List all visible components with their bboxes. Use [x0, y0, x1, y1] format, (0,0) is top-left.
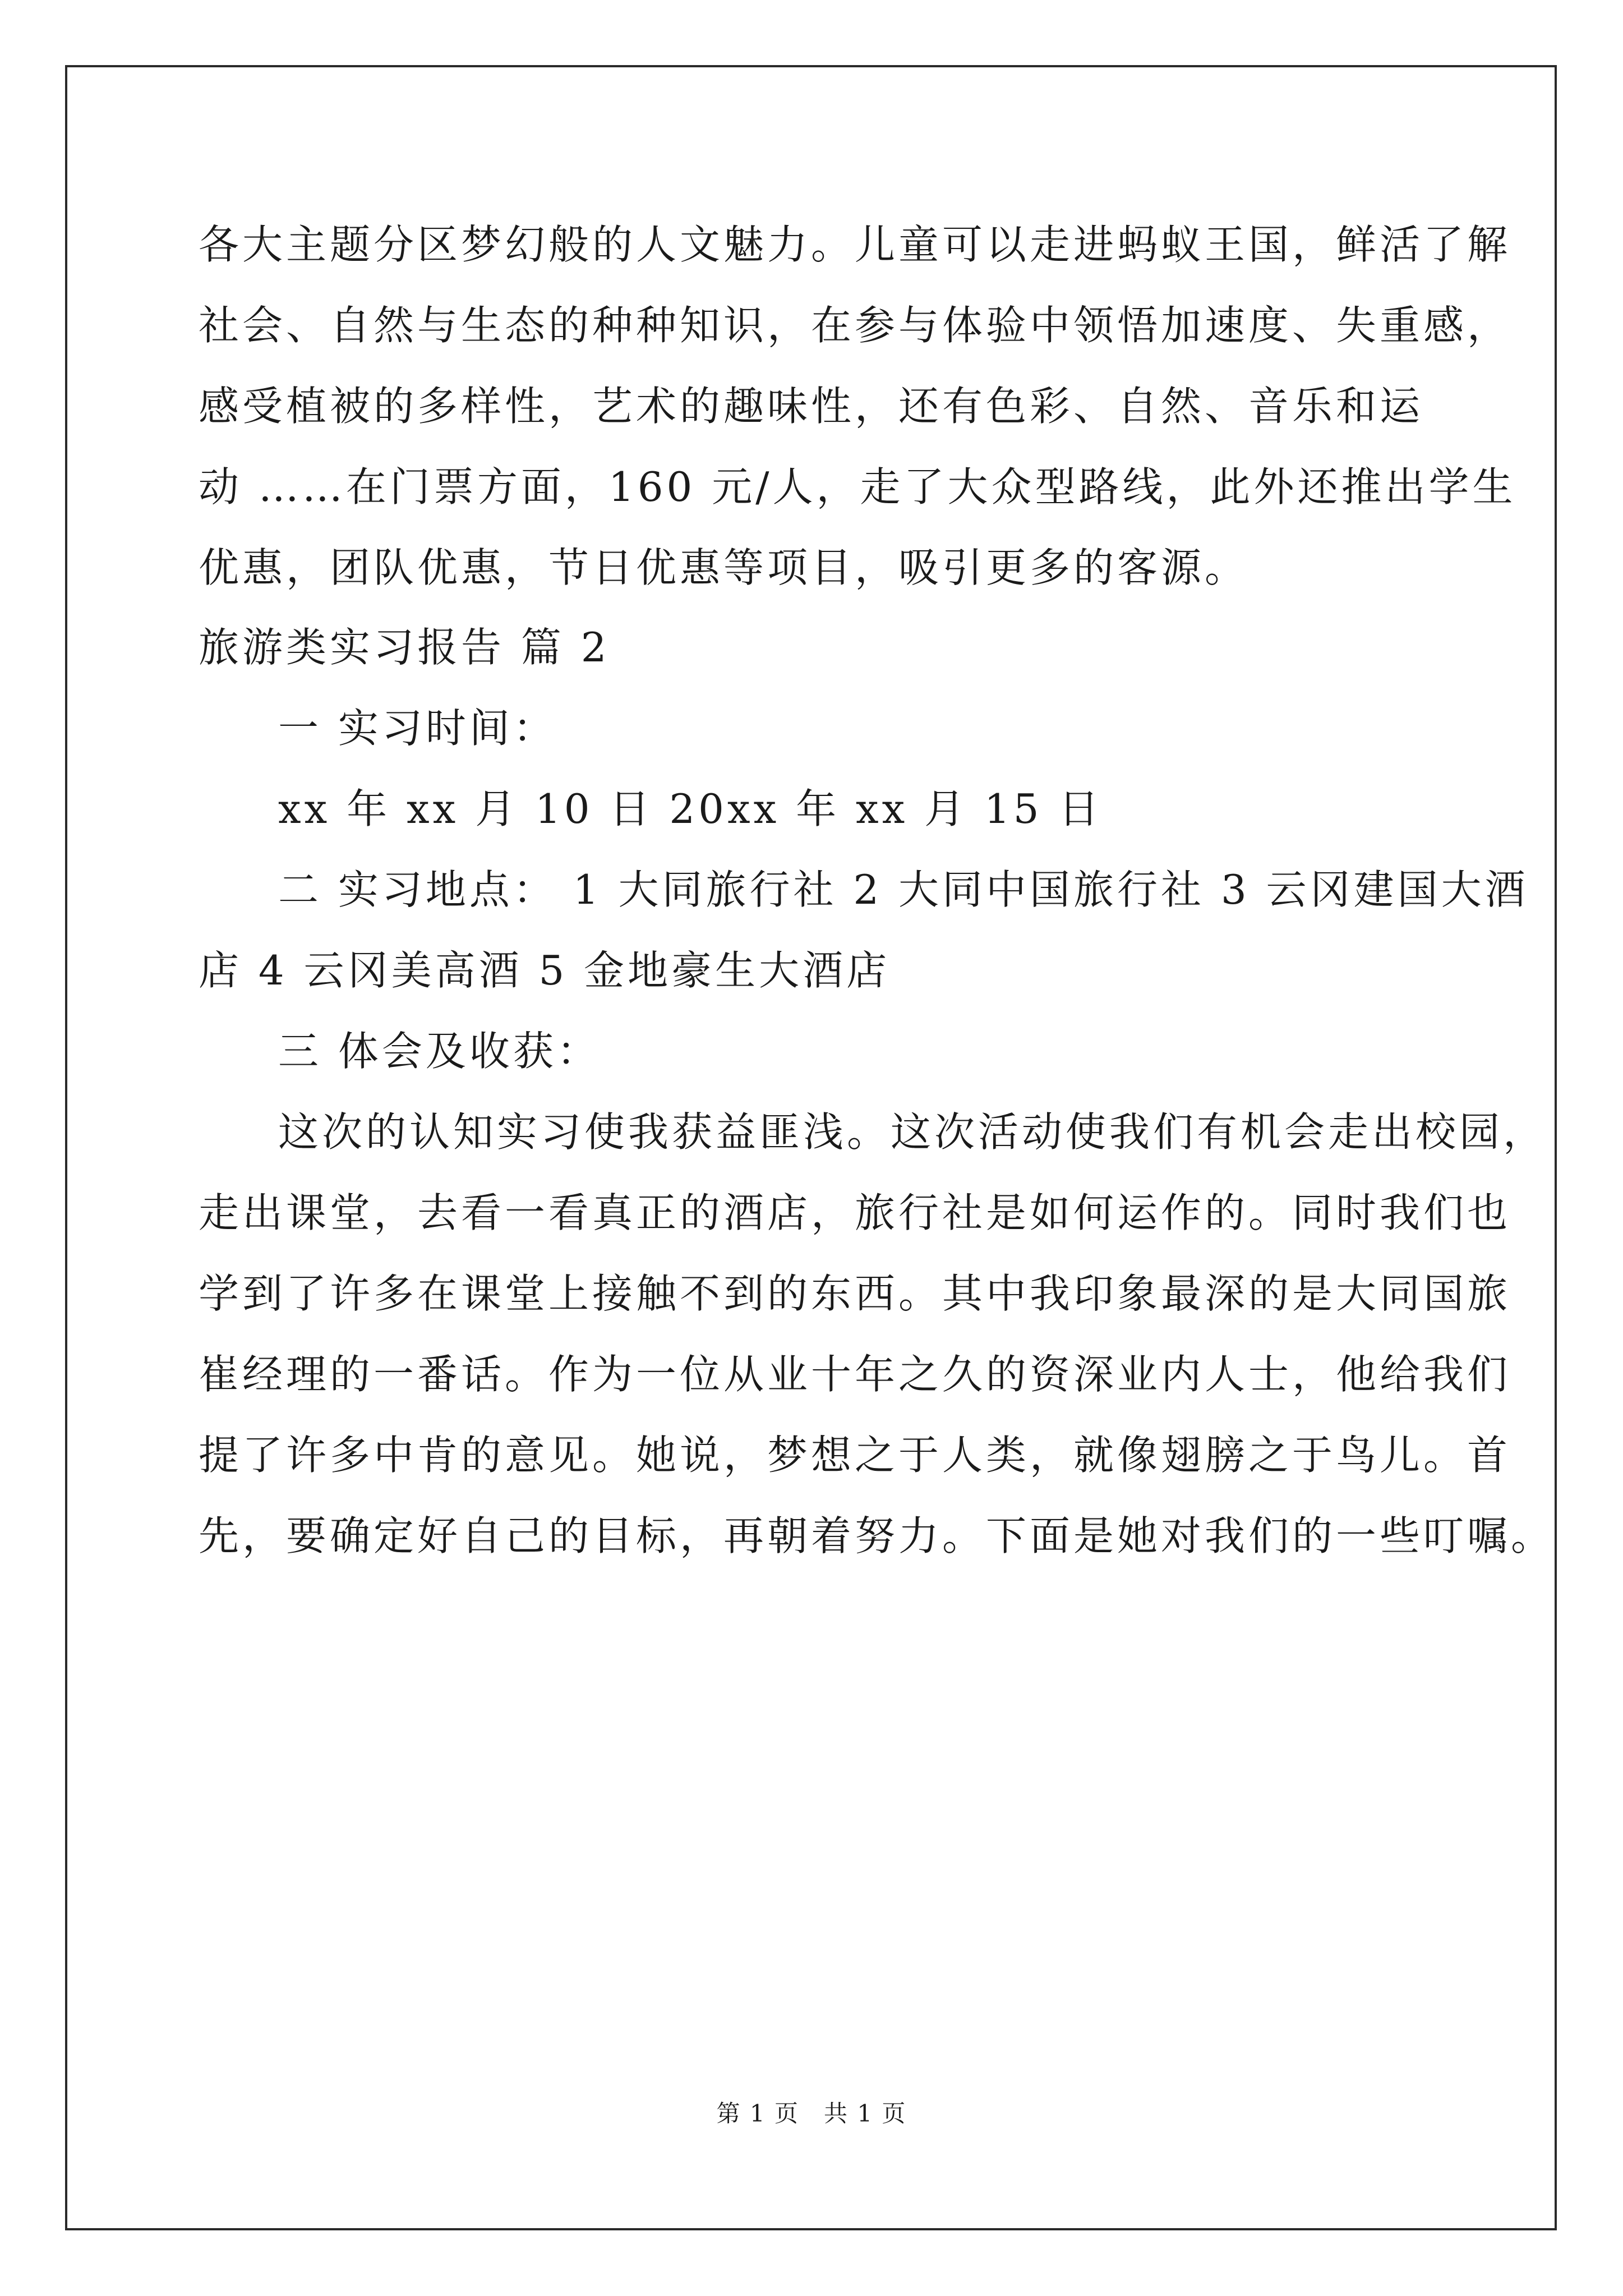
body-text-line: 社会、自然与生态的种种知识，在参与体验中领悟加速度、失重感， [199, 302, 1511, 349]
body-text-line: 店 4 云冈美高酒 5 金地豪生大酒店 [199, 947, 891, 994]
body-text-line: xx 年 xx 月 10 日 20xx 年 xx 月 15 日 [278, 785, 1103, 832]
body-text-line: 先，要确定好自己的目标，再朝着努力。下面是她对我们的一些叮嘱。 [199, 1512, 1555, 1559]
subsection-heading: 二 实习地点： 1 大同旅行社 2 大同中国旅行社 3 云冈建国大酒 [278, 866, 1529, 913]
body-text-line: 走出课堂，去看一看真正的酒店，旅行社是如何运作的。同时我们也 [199, 1189, 1511, 1236]
body-text-line: 这次的认知实习使我获益匪浅。这次活动使我们有机会走出校园， [278, 1108, 1547, 1156]
body-text-line: 动 ……在门票方面，160 元/人，走了大众型路线，此外还推出学生 [199, 463, 1516, 510]
section-heading: 旅游类实习报告 篇 2 [199, 624, 610, 671]
body-text-line: 各大主题分区梦幻般的人文魅力。儿童可以走进蚂蚁王国，鲜活了解 [199, 221, 1511, 268]
subsection-heading: 三 体会及收获： [278, 1028, 601, 1075]
subsection-heading: 一 实习时间： [278, 705, 557, 752]
body-text-line: 崔经理的一番话。作为一位从业十年之久的资深业内人士，他给我们 [199, 1351, 1511, 1398]
body-text-line: 学到了许多在课堂上接触不到的东西。其中我印象最深的是大同国旅 [199, 1270, 1511, 1317]
body-text-line: 优惠，团队优惠，节日优惠等项目，吸引更多的客源。 [199, 544, 1249, 591]
page-number-footer: 第 1 页 共 1 页 [716, 2100, 907, 2127]
body-text-line: 提了许多中肯的意见。她说，梦想之于人类，就像翅膀之于鸟儿。首 [199, 1432, 1511, 1479]
body-text-line: 感受植被的多样性，艺术的趣味性，还有色彩、自然、音乐和运 [199, 383, 1424, 430]
